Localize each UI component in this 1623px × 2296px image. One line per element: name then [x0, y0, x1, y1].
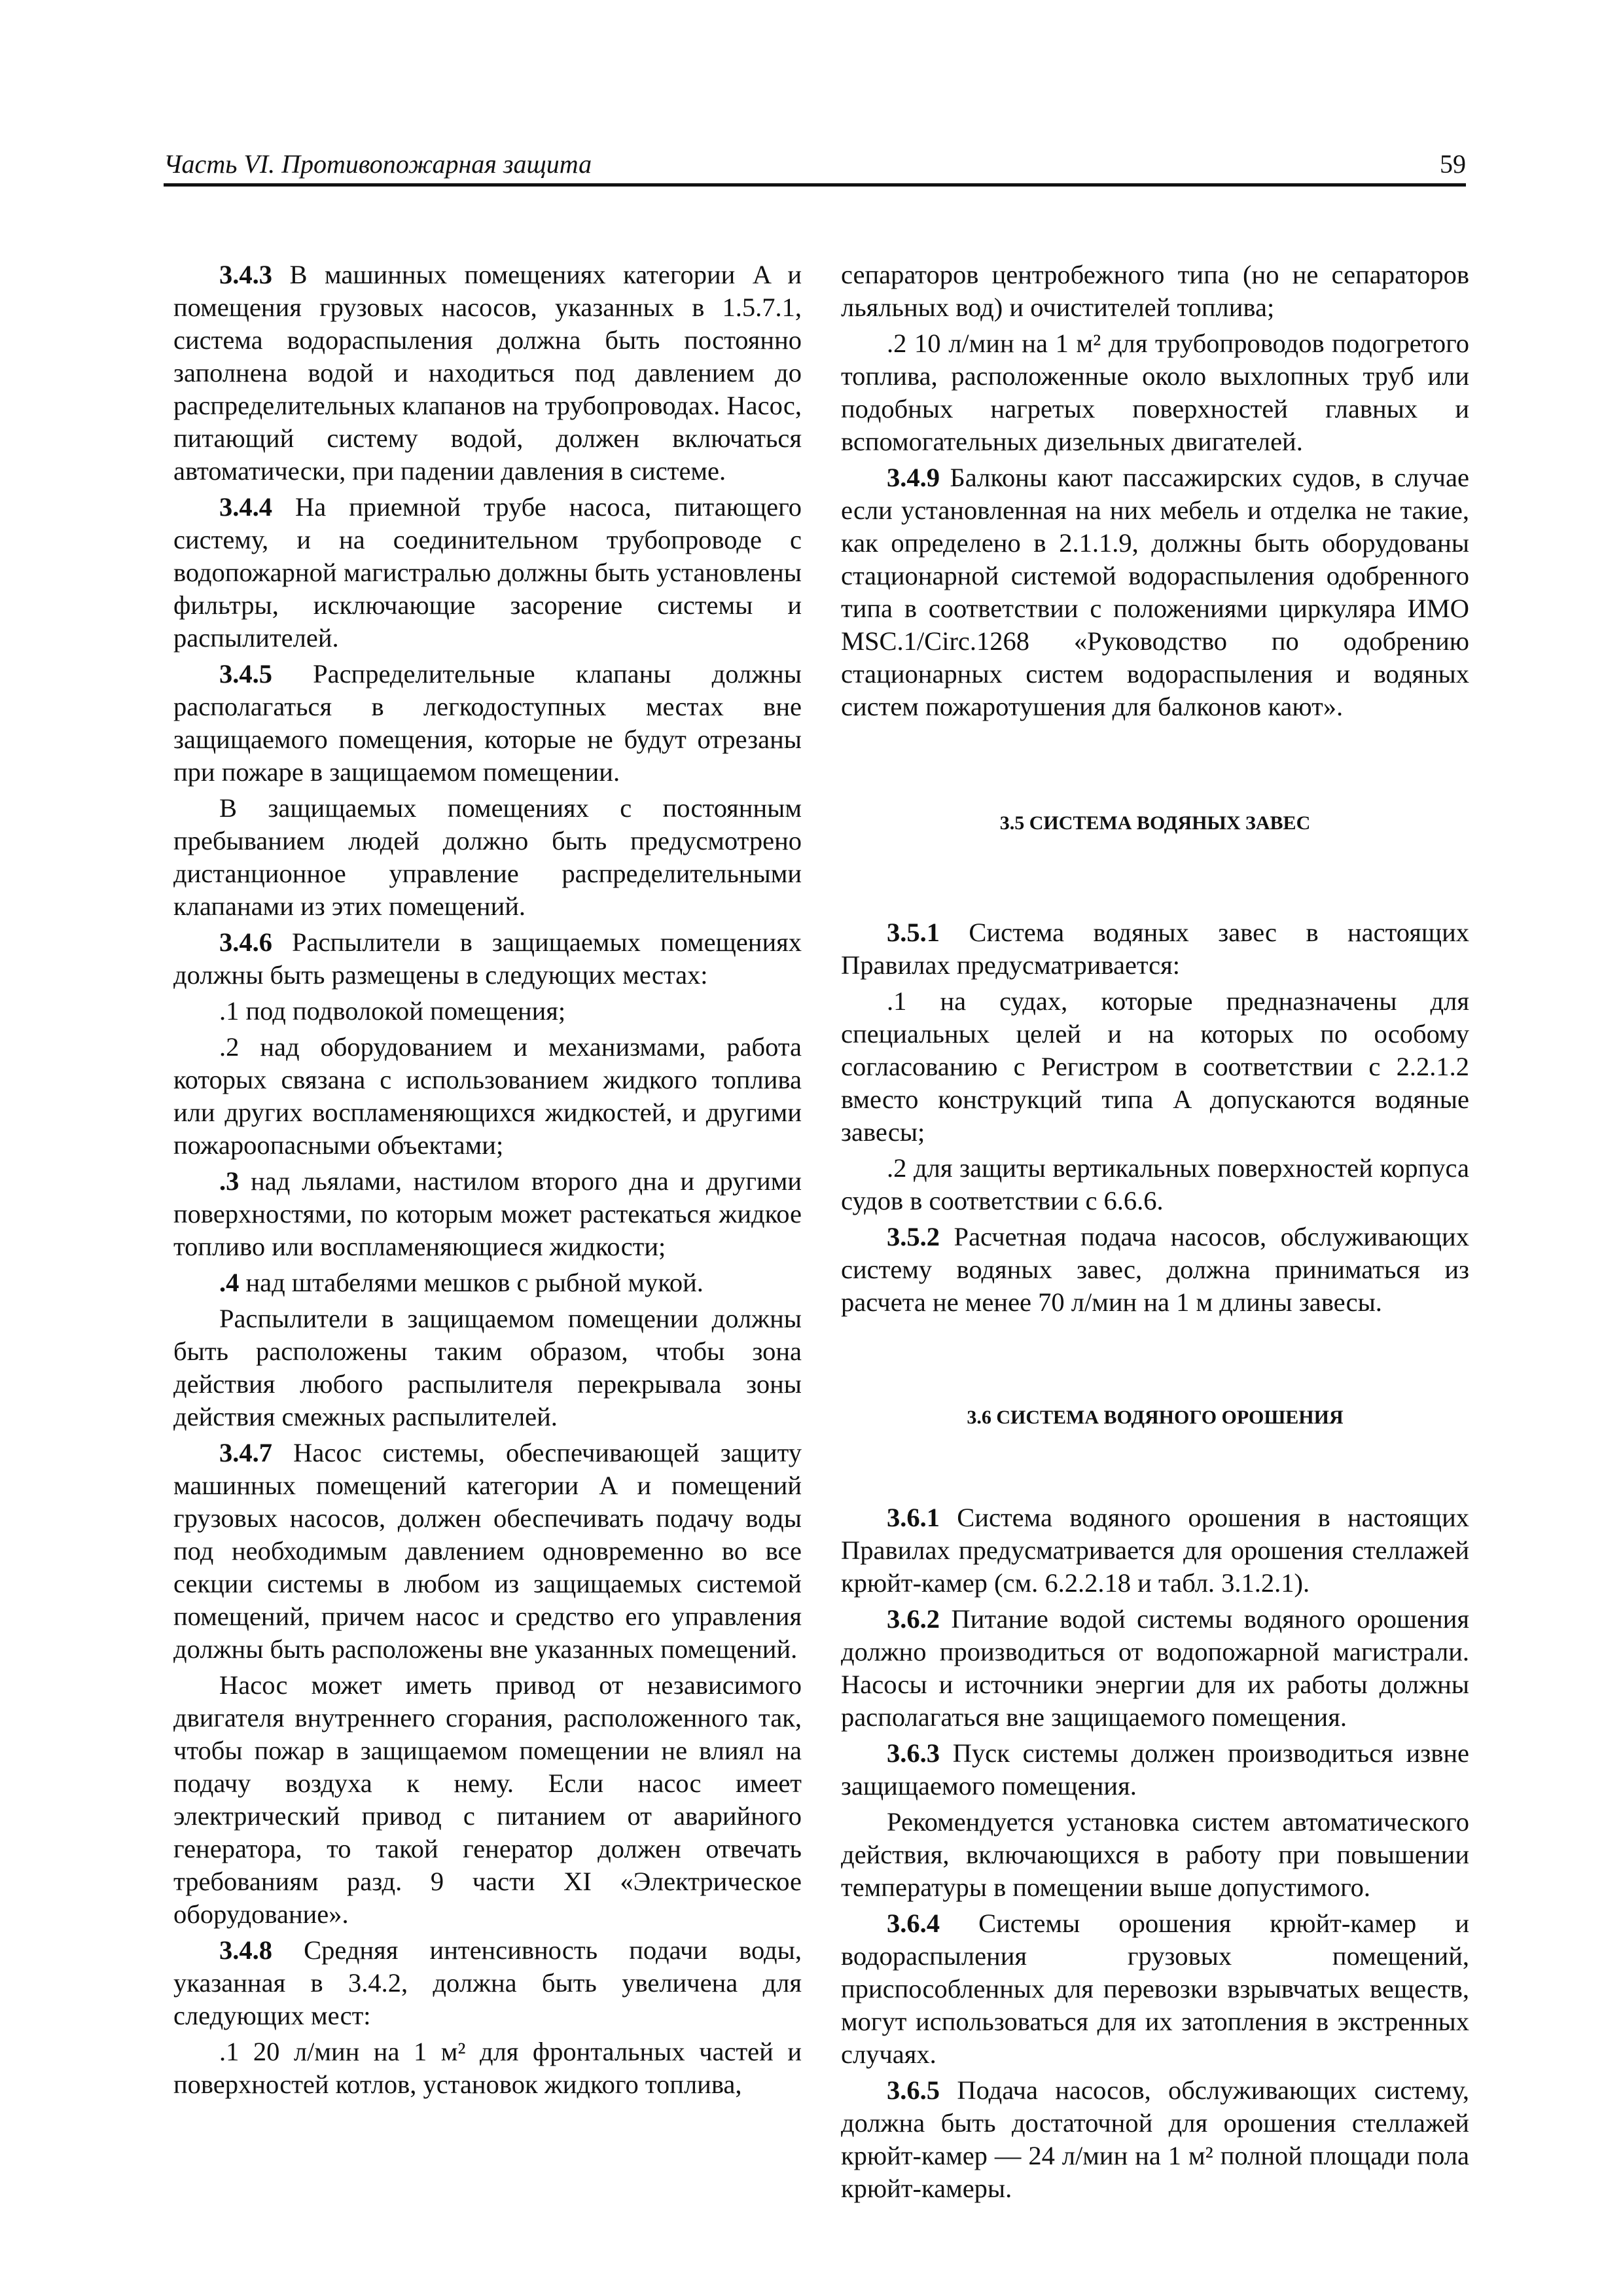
paragraph-text: Распылители в защищаемых помещениях должны быть размещены в следующих местах: [173, 927, 802, 990]
paragraph-text: .2 над оборудованием и механизмами, работа которых связана с использованием жидкого топлива или других воспламеняющихся жидкостей, и другими пожароопасными объектами; [173, 1032, 802, 1160]
clause-number: 3.6.5 [887, 2075, 940, 2105]
clause-number: .4 [219, 1268, 240, 1297]
paragraph [173, 1934, 802, 2032]
right-top-paragraphs [841, 259, 1469, 723]
paragraph-text: сепараторов центробежного типа (но не сепараторов льяльных вод) и очистителей топлива; [841, 260, 1469, 322]
clause-number: 3.4.8 [219, 1935, 272, 1965]
left-paragraphs [173, 259, 802, 2101]
paragraph-text: Рекомендуется установка систем автоматического действия, включающихся в работу при повышении температуры в помещении выше допустимого. [841, 1807, 1469, 1902]
paragraph [841, 259, 1469, 324]
paragraph-text: Системы орошения крюйт-камер и водораспыления грузовых помещений, приспособленных для перевозки взрывчатых веществ, могут использоваться для их затопления в экстренных случаях. [841, 1909, 1469, 2069]
paragraph-text: .1 20 л/мин на 1 м² для фронтальных частей и поверхностей котлов, установок жидкого топлива, [173, 2037, 802, 2099]
paragraph [841, 1603, 1469, 1734]
paragraph [173, 1302, 802, 1433]
paragraph [173, 995, 802, 1028]
section-3-5-title: 3.5 СИСТЕМА ВОДЯНЫХ ЗАВЕС [999, 812, 1311, 834]
paragraph [173, 658, 802, 789]
paragraph [841, 1806, 1469, 1904]
section-3-6-paragraphs [841, 1501, 1469, 2205]
paragraph [841, 1907, 1469, 2071]
paragraph-text: Питание водой системы водяного орошения должно производиться от водопожарной магистрали. Насосы и источники энергии для их работы должны располагаться вне защищаемого помещения. [841, 1604, 1469, 1732]
paragraph-text: Расчетная подача насосов, обслуживающих систему водяных завес, должна приниматься из расчета не менее 70 л/мин на 1 м длины завесы. [841, 1222, 1469, 1317]
spacer [841, 836, 1469, 916]
paragraph-text: Распределительные клапаны должны располагаться в легкодоступных местах вне защищаемого помещения, которые не будут отрезаны при пожаре в защищаемом помещении. [173, 659, 802, 787]
clause-number: 3.6.3 [887, 1738, 940, 1768]
paragraph-text: Распылители в защищаемом помещении должны быть расположены таким образом, чтобы зона действия любого распылителя перекрывала зоны действия смежных распылителей. [173, 1304, 802, 1431]
clause-number: 3.5.1 [887, 918, 940, 947]
paragraph [173, 1437, 802, 1666]
paragraph [173, 1669, 802, 1931]
paragraph [173, 259, 802, 488]
clause-number: 3.6.2 [887, 1604, 940, 1634]
paragraph [173, 1165, 802, 1263]
paragraph-text: В машинных помещениях категории A и помещения грузовых насосов, указанных в 1.5.7.1, система водораспыления должна быть постоянно заполнена водой и находиться под давлением до распределительных клапанов на трубопроводах. Насос, питающий систему водой, должен включаться автоматически, при падении давления в системе. [173, 260, 802, 486]
clause-number: 3.4.5 [219, 659, 272, 689]
right-column [841, 259, 1469, 2208]
paragraph-text: .1 под подволокой помещения; [219, 996, 566, 1026]
paragraph-text: Система водяных завес в настоящих Правилах предусматривается: [841, 918, 1469, 980]
paragraph-text: над льялами, настилом второго дна и другими поверхностями, по которым может растекаться жидкое топливо или воспламеняющиеся жидкости; [173, 1166, 802, 1261]
paragraph-text: Подача насосов, обслуживающих систему, должна быть достаточной для орошения стеллажей крюйт-камер — 24 л/мин на 1 м² полной площади пола крюйт-камеры. [841, 2075, 1469, 2203]
clause-number: 3.4.4 [219, 492, 272, 522]
paragraph-text: На приемной трубе насоса, питающего систему, и на соединительном трубопроводе с водопожарной магистралью должны быть установлены фильтры, исключающие засорение системы и распылителей. [173, 492, 802, 653]
spacer [841, 726, 1469, 810]
clause-number: 3.4.9 [887, 463, 940, 492]
paragraph [841, 985, 1469, 1149]
paragraph-text: .1 на судах, которые предназначены для специальных целей и на которых по особому согласованию с Регистром в соответствии с 2.2.1.2 вместо конструкций типа A допускаются водяные завесы; [841, 986, 1469, 1147]
paragraph-text: Средняя интенсивность подачи воды, указанная в 3.4.2, должна быть увеличена для следующих мест: [173, 1935, 802, 2030]
paragraph-text: Балконы кают пассажирских судов, в случае если установленная на них мебель и отделка не такие, как определено в 2.1.1.9, должны быть оборудованы стационарной системой водораспыления одобренного типа в соответствии с положениями циркуляра ИМО MSC.1/Circ.1268 «Руководство по одобрению стационарных систем водораспыления и водяных систем пожаротушения для балконов кают». [841, 463, 1469, 721]
paragraph-text: В защищаемых помещениях с постоянным пребыванием людей должно быть предусмотрено дистанционное управление распределительными клапанами из этих помещений. [173, 793, 802, 921]
paragraph-text: Насос системы, обеспечивающей защиту машинных помещений категории A и помещений грузовых насосов, должен обеспечивать подачу воды под необходимым давлением одновременно во все секции системы в любом из защищаемых системой помещений, причем насос и средство его управления должны быть расположены вне указанных помещений. [173, 1438, 802, 1664]
paragraph [173, 2036, 802, 2101]
clause-number: 3.5.2 [887, 1222, 940, 1251]
paragraph-text: .2 для защиты вертикальных поверхностей корпуса судов в соответствии с 6.6.6. [841, 1153, 1469, 1215]
paragraph [841, 2074, 1469, 2205]
paragraph-text: Насос может иметь привод от независимого двигателя внутреннего сгорания, расположенного так, чтобы пожар в защищаемом помещении не влиял на подачу воздуха к нему. Если насос имеет электрический привод с питанием от аварийного генератора, то такой генератор должен отвечать требованиям разд. 9 части XI «Электрическое оборудование». [173, 1670, 802, 1929]
clause-number: 3.4.7 [219, 1438, 272, 1467]
paragraph [173, 1031, 802, 1162]
clause-number: .3 [219, 1166, 240, 1196]
section-3-5-paragraphs [841, 916, 1469, 1319]
left-column [173, 259, 802, 2104]
paragraph-text: .2 10 л/мин на 1 м² для трубопроводов подогретого топлива, расположенные около выхлопных труб или подобных нагретых поверхностей главных и вспомогательных дизельных двигателей. [841, 329, 1469, 456]
paragraph-text: Пуск системы должен производиться извне защищаемого помещения. [841, 1738, 1469, 1801]
paragraph [841, 327, 1469, 458]
paragraph [841, 1152, 1469, 1217]
paragraph [841, 916, 1469, 982]
clause-number: 3.4.3 [219, 260, 272, 289]
spacer [841, 1322, 1469, 1405]
paragraph [173, 926, 802, 992]
spacer [841, 1431, 1469, 1501]
paragraph [841, 461, 1469, 723]
running-head [164, 144, 1466, 187]
clause-number: 3.6.4 [887, 1909, 940, 1938]
section-3-6-title: 3.6 СИСТЕМА ВОДЯНОГО ОРОШЕНИЯ [967, 1407, 1344, 1428]
paragraph [841, 1737, 1469, 1803]
clause-number: 3.6.1 [887, 1503, 940, 1532]
paragraph [841, 1501, 1469, 1600]
paragraph [173, 792, 802, 923]
clause-number: 3.4.6 [219, 927, 272, 957]
paragraph [173, 1266, 802, 1299]
paragraph-text: Система водяного орошения в настоящих Правилах предусматривается для орошения стеллажей крюйт-камер (см. 6.2.2.18 и табл. 3.1.2.1). [841, 1503, 1469, 1598]
paragraph [841, 1221, 1469, 1319]
page-number: 59 [1440, 149, 1466, 179]
paragraph-text: над штабелями мешков с рыбной мукой. [239, 1268, 704, 1297]
page-header-title: Часть VI. Противопожарная защита [164, 149, 592, 179]
paragraph [173, 491, 802, 655]
